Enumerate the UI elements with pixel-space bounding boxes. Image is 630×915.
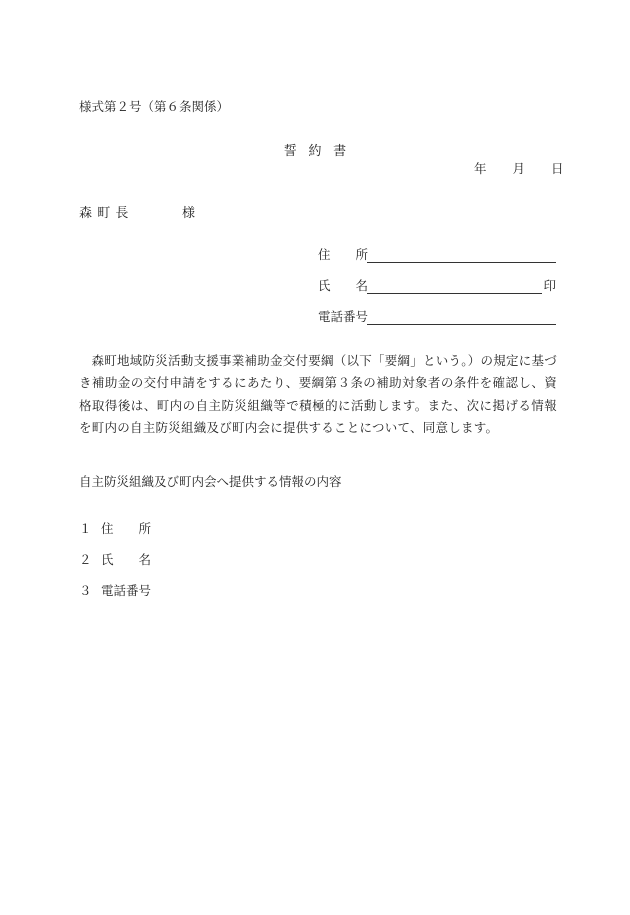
list-item-number: ２: [79, 552, 92, 567]
addressee-honorific: 様: [182, 206, 196, 221]
phone-label: 電話番号: [318, 309, 369, 324]
name-underline: [367, 293, 542, 294]
list-item-number: ３: [79, 583, 92, 598]
name-field[interactable]: [318, 280, 556, 296]
name-label: 氏 名: [318, 278, 369, 293]
date-line: [474, 163, 564, 176]
list-item: [79, 585, 151, 598]
date-year-label: 年: [474, 161, 487, 176]
seal-mark: 印: [543, 278, 556, 293]
date-day-label: 日: [551, 161, 564, 176]
pledge-body-text: 森町地域防災活動支援事業補助金交付要綱（以下「要綱」という。）の規定に基づき補助金の交付申請をするにあたり、要綱第３条の補助対象者の条件を確認し、資格取得後は、町内の自主防災組織等で積極的に活動します。また、次に掲げる情報を町内の自主防災組織及び町内会に提供することについて、同意します。: [79, 353, 558, 435]
phone-field[interactable]: [318, 311, 556, 327]
phone-underline: [367, 324, 556, 325]
list-item: [79, 523, 151, 536]
list-item-number: １: [79, 521, 92, 536]
addressee: [79, 206, 196, 221]
list-item-label: 住 所: [101, 521, 152, 536]
date-month-label: 月: [512, 161, 526, 176]
list-item-label: 氏 名: [101, 552, 152, 567]
form-number: 様式第２号（第６条関係）: [79, 99, 230, 114]
list-item: [79, 554, 151, 567]
list-item-label: 電話番号: [101, 583, 152, 598]
address-underline: [367, 262, 556, 263]
document-title: 誓約書: [283, 144, 358, 159]
address-label: 住 所: [318, 247, 369, 262]
addressee-name: 森町長: [79, 206, 134, 221]
address-field[interactable]: [318, 249, 556, 265]
info-section-heading: 自主防災組織及び町内会へ提供する情報の内容: [79, 474, 342, 489]
